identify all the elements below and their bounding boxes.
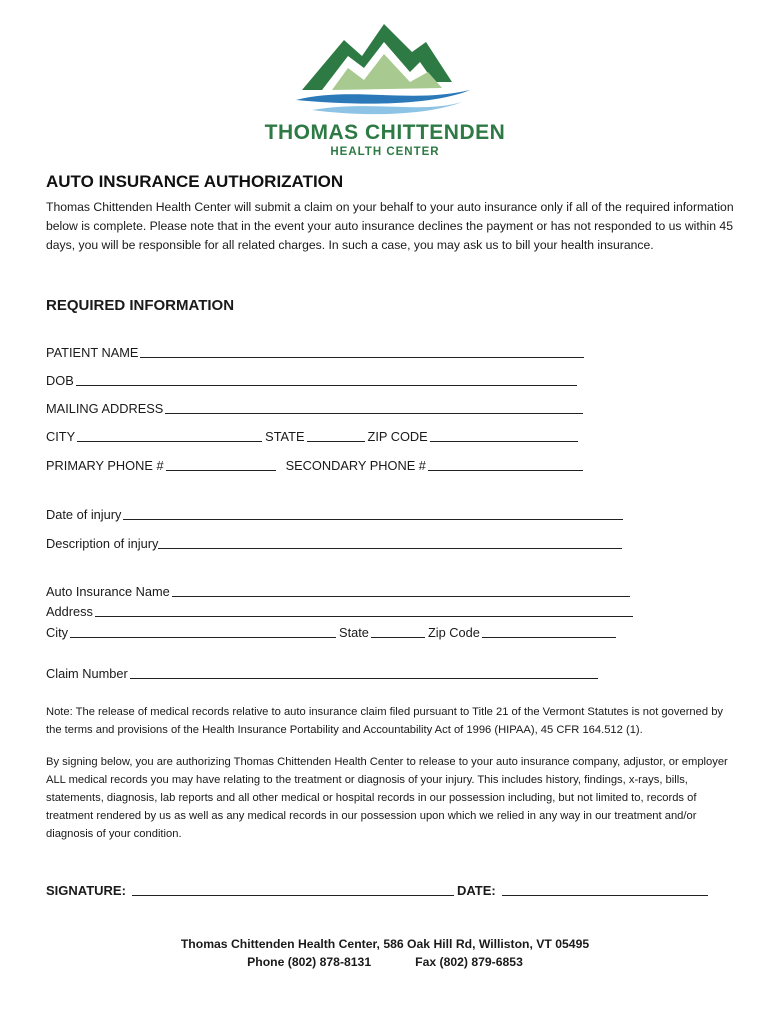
city-label: CITY [46, 429, 76, 444]
required-heading: REQUIRED INFORMATION [46, 297, 235, 314]
patient-name-field[interactable] [140, 344, 584, 358]
insurance-zip-field[interactable] [482, 624, 616, 638]
patient-name-row [46, 342, 587, 360]
footer-phone: Phone (802) 878-8131 [247, 955, 372, 969]
signature-label: SIGNATURE: [46, 883, 126, 898]
secondary-phone-field[interactable] [428, 457, 583, 471]
mountain-logo-icon [292, 20, 538, 120]
signature-field[interactable] [132, 882, 454, 896]
insurance-zip-label: Zip Code [427, 625, 480, 640]
footer-contact [0, 955, 770, 969]
consent-paragraph: By signing below, you are authorizing Thomas Chittenden Health Center to release to your auto insurance company, adjustor, or employer ALL medical records you may have relating to the treatment or diagnosis of your injury. This includes history, findings, x-rays, bills, statements, diagnosis, lab reports and all other medical or hospital records in our possession including, but not limited to, records of treatment rendered by us as well as any medical records in our possession upon which we relied in any way in our treatment and/or diagnosis of your condition. [46, 756, 728, 840]
footer-address: Thomas Chittenden Health Center, 586 Oak Hill Rd, Williston, VT 05495 [180, 937, 590, 951]
footer-fax: Fax (802) 879-6853 [415, 955, 523, 969]
page-title: AUTO INSURANCE AUTHORIZATION [46, 172, 344, 191]
claim-number-field[interactable] [130, 665, 598, 679]
signature-date-field[interactable] [502, 882, 708, 896]
signature-row [46, 880, 711, 898]
insurance-address-label: Address [46, 604, 93, 619]
insurance-city-row [46, 622, 619, 640]
insurance-address-row [46, 601, 636, 619]
claim-number-label: Claim Number [46, 666, 128, 681]
logo-subname: HEALTH CENTER [330, 146, 440, 158]
mailing-address-label: MAILING ADDRESS [46, 401, 164, 416]
primary-phone-field[interactable] [166, 457, 276, 471]
date-label: DATE: [456, 883, 496, 898]
dob-row [46, 370, 580, 388]
dob-field[interactable] [76, 372, 577, 386]
date-of-injury-field[interactable] [123, 506, 623, 520]
patient-name-label: PATIENT NAME [46, 345, 139, 360]
date-of-injury-row [46, 504, 626, 522]
phone-row [46, 455, 586, 473]
description-of-injury-row [46, 533, 625, 551]
description-of-injury-field[interactable] [158, 535, 622, 549]
mailing-address-field[interactable] [165, 400, 583, 414]
hipaa-note: Note: The release of medical records relative to auto insurance claim filed pursuant to Title 21 of the Vermont Statutes is not governed by the terms and provisions of the Health Insurance Portability and Accountability Act of 1996 (HIPAA), 45 CFR 164.512 (1). [46, 706, 724, 736]
zip-field[interactable] [430, 428, 578, 442]
auto-insurance-name-label: Auto Insurance Name [46, 584, 170, 599]
city-field[interactable] [77, 428, 262, 442]
zip-label: ZIP CODE [367, 429, 428, 444]
date-of-injury-label: Date of injury [46, 507, 122, 522]
auto-insurance-name-row [46, 581, 633, 599]
city-state-zip-row [46, 426, 581, 444]
logo-name: THOMAS CHITTENDEN [264, 121, 506, 144]
intro-paragraph: Thomas Chittenden Health Center will submit a claim on your behalf to your auto insurance only if all of the required information below is complete. Please note that in the event your auto insurance declines the payment or has not responded to us within 45 days, you will be responsible for all related charges. In such a case, you may ask us to bill your health insurance. [46, 200, 734, 252]
description-of-injury-label: Description of injury [46, 536, 159, 551]
insurance-city-label: City [46, 625, 69, 640]
primary-phone-label: PRIMARY PHONE # [46, 458, 164, 473]
secondary-phone-label: SECONDARY PHONE # [285, 458, 426, 473]
mailing-address-row [46, 398, 586, 416]
dob-label: DOB [46, 373, 74, 388]
state-label: STATE [265, 429, 305, 444]
insurance-state-label: State [339, 625, 369, 640]
auto-insurance-name-field[interactable] [172, 583, 630, 597]
insurance-state-field[interactable] [371, 624, 425, 638]
claim-number-row [46, 663, 601, 681]
insurance-address-field[interactable] [95, 603, 633, 617]
insurance-city-field[interactable] [70, 624, 336, 638]
state-field[interactable] [307, 428, 365, 442]
